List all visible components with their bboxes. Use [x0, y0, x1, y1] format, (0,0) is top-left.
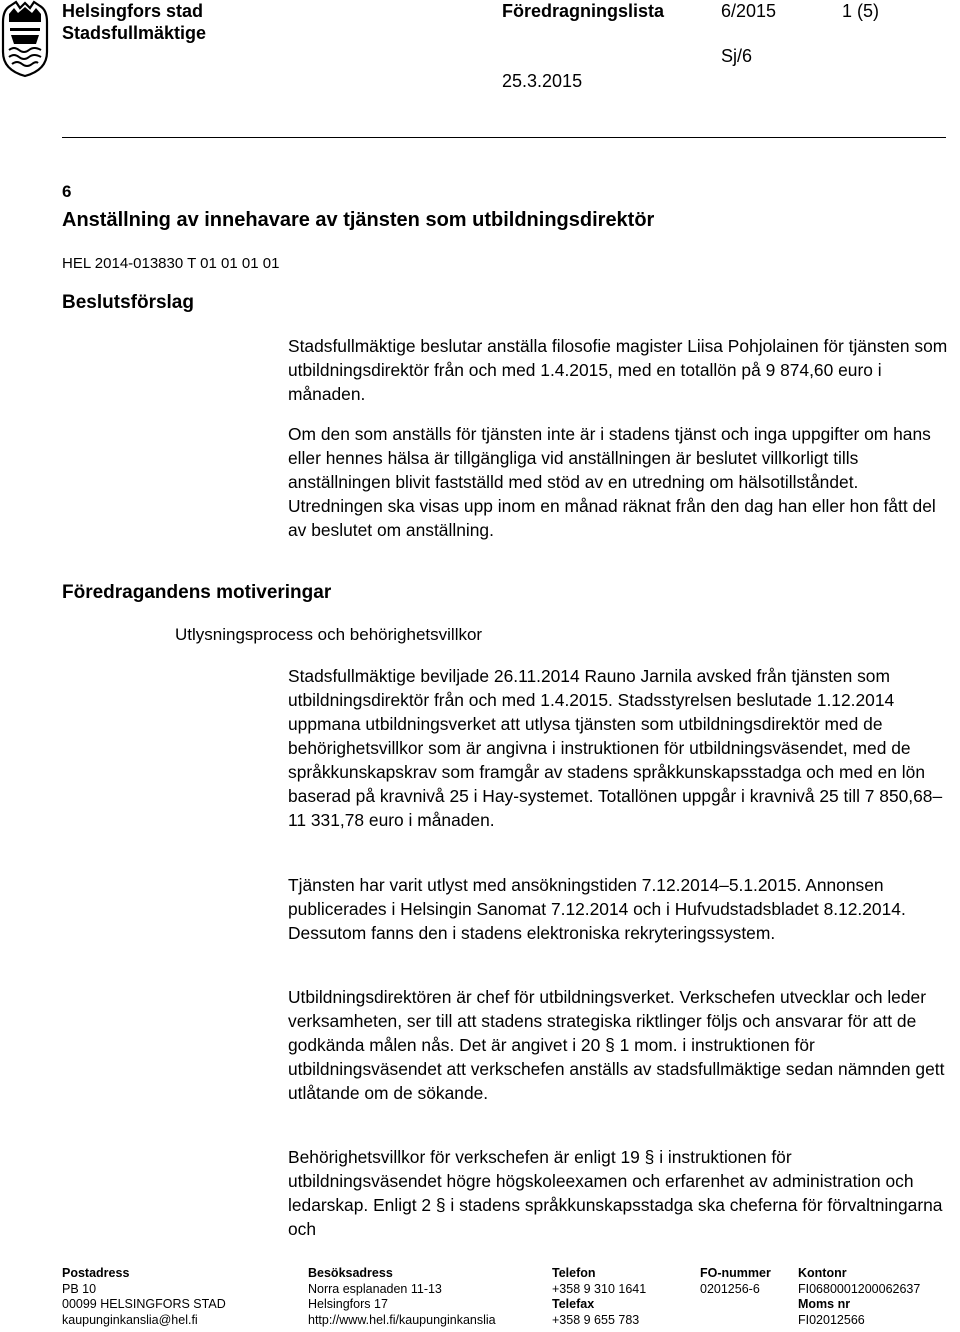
proposal-text-1: Stadsfullmäktige beslutar anställa filosofie magister Liisa Pohjolainen för tjänsten som utbildningsdirektör från och med 1.4.2015, med en totallön på 9 874,60 euro i månaden.: [288, 336, 948, 404]
footer-vat-value: FI02012566: [798, 1312, 865, 1327]
footer-account-label: Kontonr: [798, 1266, 847, 1280]
header-date: 25.3.2015: [502, 71, 583, 91]
proposal-paragraph-1: [288, 334, 948, 406]
process-paragraph-2: [288, 873, 948, 945]
header-body: Stadsfullmäktige: [62, 23, 207, 43]
process-paragraph-1: [288, 664, 948, 832]
footer-phone-value: +358 9 310 1641: [552, 1281, 647, 1296]
footer-vat-label: Moms nr: [798, 1297, 851, 1311]
footer-fax-value: +358 9 655 783: [552, 1312, 640, 1327]
item-ref: HEL 2014-013830 T 01 01 01 01: [62, 255, 280, 272]
footer-visit-line-2: Helsingfors 17: [308, 1297, 388, 1311]
footer-visit: [308, 1266, 496, 1328]
proposal-heading: Beslutsförslag: [62, 292, 194, 313]
footer-fo: [700, 1266, 771, 1297]
header-item-ref: Sj/6: [721, 46, 753, 66]
process-text-1: Stadsfullmäktige beviljade 26.11.2014 Rauno Jarnila avsked från tjänsten som utbildningsdirektör från och med 1.4.2015. Stadsstyrelsen beslutade 1.12.2014 uppmana utbildningsverket att utlysa tjänsten som utbildningsdirektör med de behörighetsvillkor som är angivna i instruktionen för utbildningsväsendet, med de språkkunskapskrav som framgår av stadens språkkunskapsstadga och med en lön baserad på kravnivå 25 i Hay-systemet. Totallönen uppgår i kravnivå 25 till 7 850,68–11 331,78 euro i månaden.: [288, 666, 943, 830]
process-paragraph-4: [288, 1145, 948, 1241]
header-org: Helsingfors stad: [62, 1, 204, 21]
process-heading: Utlysningsprocess och behörighetsvillkor: [175, 625, 483, 644]
footer-phone-label: Telefon: [552, 1266, 596, 1280]
footer-account: [798, 1266, 920, 1328]
footer-postal-line-1: PB 10: [62, 1281, 97, 1296]
footer-email-link[interactable]: kaupunginkanslia@hel.fi: [62, 1312, 198, 1327]
footer-postal-line-2: 00099 HELSINGFORS STAD: [62, 1297, 226, 1311]
process-text-2: Tjänsten har varit utlyst med ansökningstiden 7.12.2014–5.1.2015. Annonsen publicerades i Helsingin Sanomat 7.12.2014 och i Hufvudstadsbladet 8.12.2014. Dessutom fanns den i stadens elektroniska rekryteringssystem.: [288, 875, 906, 943]
footer-postal-label: Postadress: [62, 1266, 130, 1280]
process-text-3: Utbildningsdirektören är chef för utbildningsverket. Verkschefen utvecklar och leder verksamheten, ser till att stadens strategiska riktlinger följs och ansvarar för att de godkända målen nås. Det är angivet i 20 § 1 mom. i instruktionen för utbildningsväsendet att verkschefen anställs av stadsfullmäktige sedan nämnden gett utlåtande om de sökande.: [288, 987, 945, 1103]
footer-fax-label: Telefax: [552, 1297, 595, 1311]
item-title: Anställning av innehavare av tjänsten som utbildningsdirektör: [62, 209, 655, 231]
header-divider: [62, 137, 946, 138]
header-doc-type: Föredragningslista: [502, 1, 665, 21]
footer-visit-label: Besöksadress: [308, 1266, 393, 1280]
footer-website-link[interactable]: http://www.hel.fi/kaupunginkanslia: [308, 1312, 496, 1327]
footer-account-value: FI0680001200062637: [798, 1281, 921, 1296]
footer-visit-line-1: Norra esplanaden 11-13: [308, 1281, 442, 1296]
proposal-text-2: Om den som anställs för tjänsten inte är i stadens tjänst och inga uppgifter om hans eller hennes hälsa är tillgängliga vid anställningen är beslutet villkorligt tills anställningen blivit fastställd med stöd av en utredning om hälsotillståndet. Utredningen ska visas upp inom en månad räknat från den dag han eller hon fått del av beslutet om anställning.: [288, 424, 936, 540]
footer-postal: [62, 1266, 226, 1328]
header-page: 1 (5): [842, 1, 880, 21]
motivation-heading: Föredragandens motiveringar: [62, 582, 332, 603]
footer-phone: [552, 1266, 646, 1328]
proposal-paragraph-2: [288, 422, 948, 542]
item-number: 6: [62, 182, 72, 201]
process-text-4: Behörighetsvillkor för verkschefen är enligt 19 § i instruktionen för utbildningsväsendet högre högskoleexamen och erfarenhet av administration och ledarskap. Enligt 2 § i stadens språkkunskapsstadga ska cheferna för förvaltningarna och: [288, 1147, 943, 1239]
footer-fo-value: 0201256-6: [700, 1281, 760, 1296]
header-doc-number: 6/2015: [721, 1, 777, 21]
process-paragraph-3: [288, 985, 948, 1105]
footer-fo-label: FO-nummer: [700, 1266, 771, 1280]
helsinki-coat-of-arms-logo: [0, 0, 50, 78]
